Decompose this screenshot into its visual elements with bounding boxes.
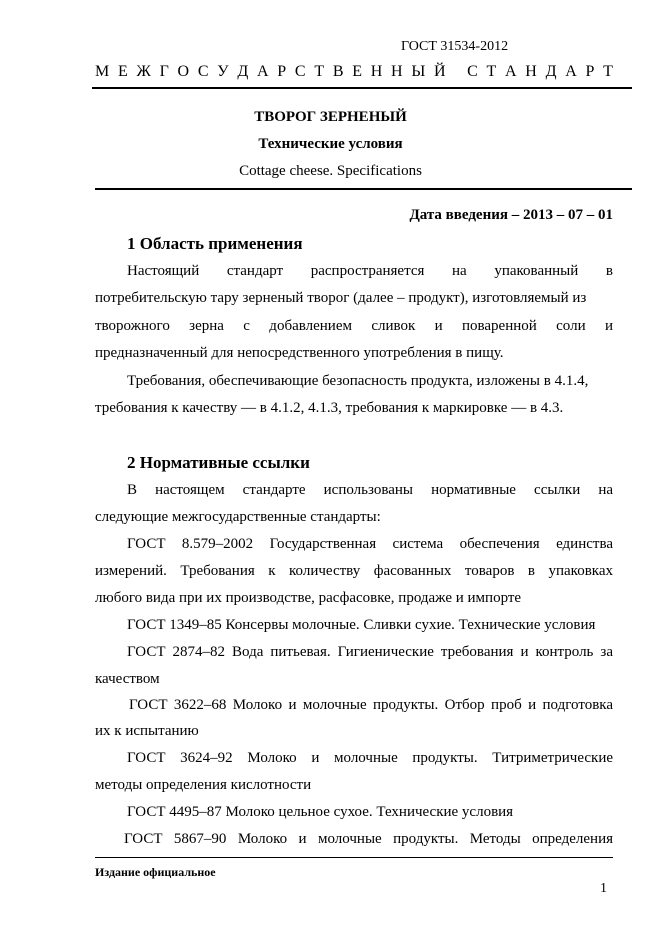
body-text-line: творожного зерна с добавлением сливок и поваренной соли и — [95, 318, 613, 334]
banner-letter: Н — [525, 63, 537, 80]
banner-letter: М — [95, 63, 110, 80]
banner-letter: С — [467, 63, 478, 80]
reference-line: ГОСТ 2874–82 Вода питьевая. Гигиенические требования и контроль за — [127, 644, 613, 660]
banner-letter: Г — [159, 63, 169, 80]
banner-letter: Н — [391, 63, 403, 80]
footer-rule — [95, 857, 613, 858]
reference-line: ГОСТ 3622–68 Молоко и молочные продукты. Отбор проб и подготовка — [129, 697, 613, 713]
banner-letter: С — [197, 63, 209, 80]
interstate-standard-banner — [95, 63, 613, 81]
banner-letter: Е — [117, 63, 128, 80]
banner-letter — [454, 63, 458, 81]
reference-line: ГОСТ 3624–92 Молоко и молочные продукты. Титриметрические — [127, 750, 613, 766]
body-text-line: требования к качеству — в 4.1.2, 4.1.3, требования к маркировке — в 4.3. — [95, 400, 564, 416]
banner-letter: Р — [277, 63, 287, 80]
header-rule — [92, 87, 632, 89]
document-subtitle-english: Cottage cheese. Specifications — [239, 163, 422, 179]
edition-label: Издание официальное — [95, 865, 216, 879]
title-rule — [95, 188, 632, 190]
banner-letter: У — [217, 63, 229, 80]
banner-letter: А — [504, 63, 517, 80]
document-subtitle: Технические условия — [258, 136, 403, 152]
reference-line: ГОСТ 1349–85 Консервы молочные. Сливки сухие. Технические условия — [127, 617, 596, 633]
reference-line: методы определения кислотности — [95, 777, 312, 793]
document-title: ТВОРОГ ЗЕРНЕНЫЙ — [254, 109, 407, 125]
reference-line: измерений. Требования к количеству фасованных товаров в упаковках — [95, 563, 613, 579]
body-text-line: предназначенный для непосредственного употребления в пищу. — [95, 345, 504, 361]
banner-letter: Т — [603, 63, 613, 80]
body-text-line: В настоящем стандарте использованы нормативные ссылки на — [127, 482, 613, 498]
reference-line: качеством — [95, 671, 160, 687]
banner-letter: Д — [237, 63, 249, 80]
reference-line: ГОСТ 4495–87 Молоко цельное сухое. Технические условия — [127, 804, 514, 820]
banner-letter: Е — [352, 63, 363, 80]
banner-letter: Ы — [411, 63, 426, 80]
body-text-line: потребительскую тару зерненый творог (далее – продукт), изготовляемый из — [95, 290, 587, 306]
reference-line: их к испытанию — [95, 723, 199, 739]
banner-letter: О — [177, 63, 190, 80]
section-heading: 2 Нормативные ссылки — [127, 453, 310, 472]
document-code: ГОСТ 31534-2012 — [401, 39, 509, 54]
banner-letter: Й — [434, 63, 446, 80]
banner-letter: В — [332, 63, 344, 80]
section-heading: 1 Область применения — [127, 234, 303, 253]
reference-line: ГОСТ 5867–90 Молоко и молочные продукты. Методы определения — [124, 831, 613, 847]
banner-letter: А — [565, 63, 577, 80]
body-text-line: Требования, обеспечивающие безопасность продукта, изложены в 4.1.4, — [127, 373, 589, 389]
banner-letter: Т — [314, 63, 325, 80]
reference-line: любого вида при их производстве, расфасовке, продаже и импорте — [95, 590, 522, 606]
introduction-date: Дата введения – 2013 – 07 – 01 — [409, 207, 613, 223]
banner-letter: Р — [585, 63, 595, 80]
page-number: 1 — [600, 881, 607, 896]
banner-letter: Ж — [136, 63, 151, 80]
banner-letter: С — [294, 63, 306, 80]
banner-letter: Т — [486, 63, 497, 80]
banner-letter: Н — [370, 63, 383, 80]
reference-line: ГОСТ 8.579–2002 Государственная система обеспечения единства — [127, 536, 613, 552]
body-text-line: следующие межгосударственные стандарты: — [95, 509, 381, 525]
banner-letter: Д — [545, 63, 557, 80]
body-text-line: Настоящий стандарт распространяется на упакованный в — [127, 263, 613, 279]
banner-letter: А — [256, 63, 269, 80]
